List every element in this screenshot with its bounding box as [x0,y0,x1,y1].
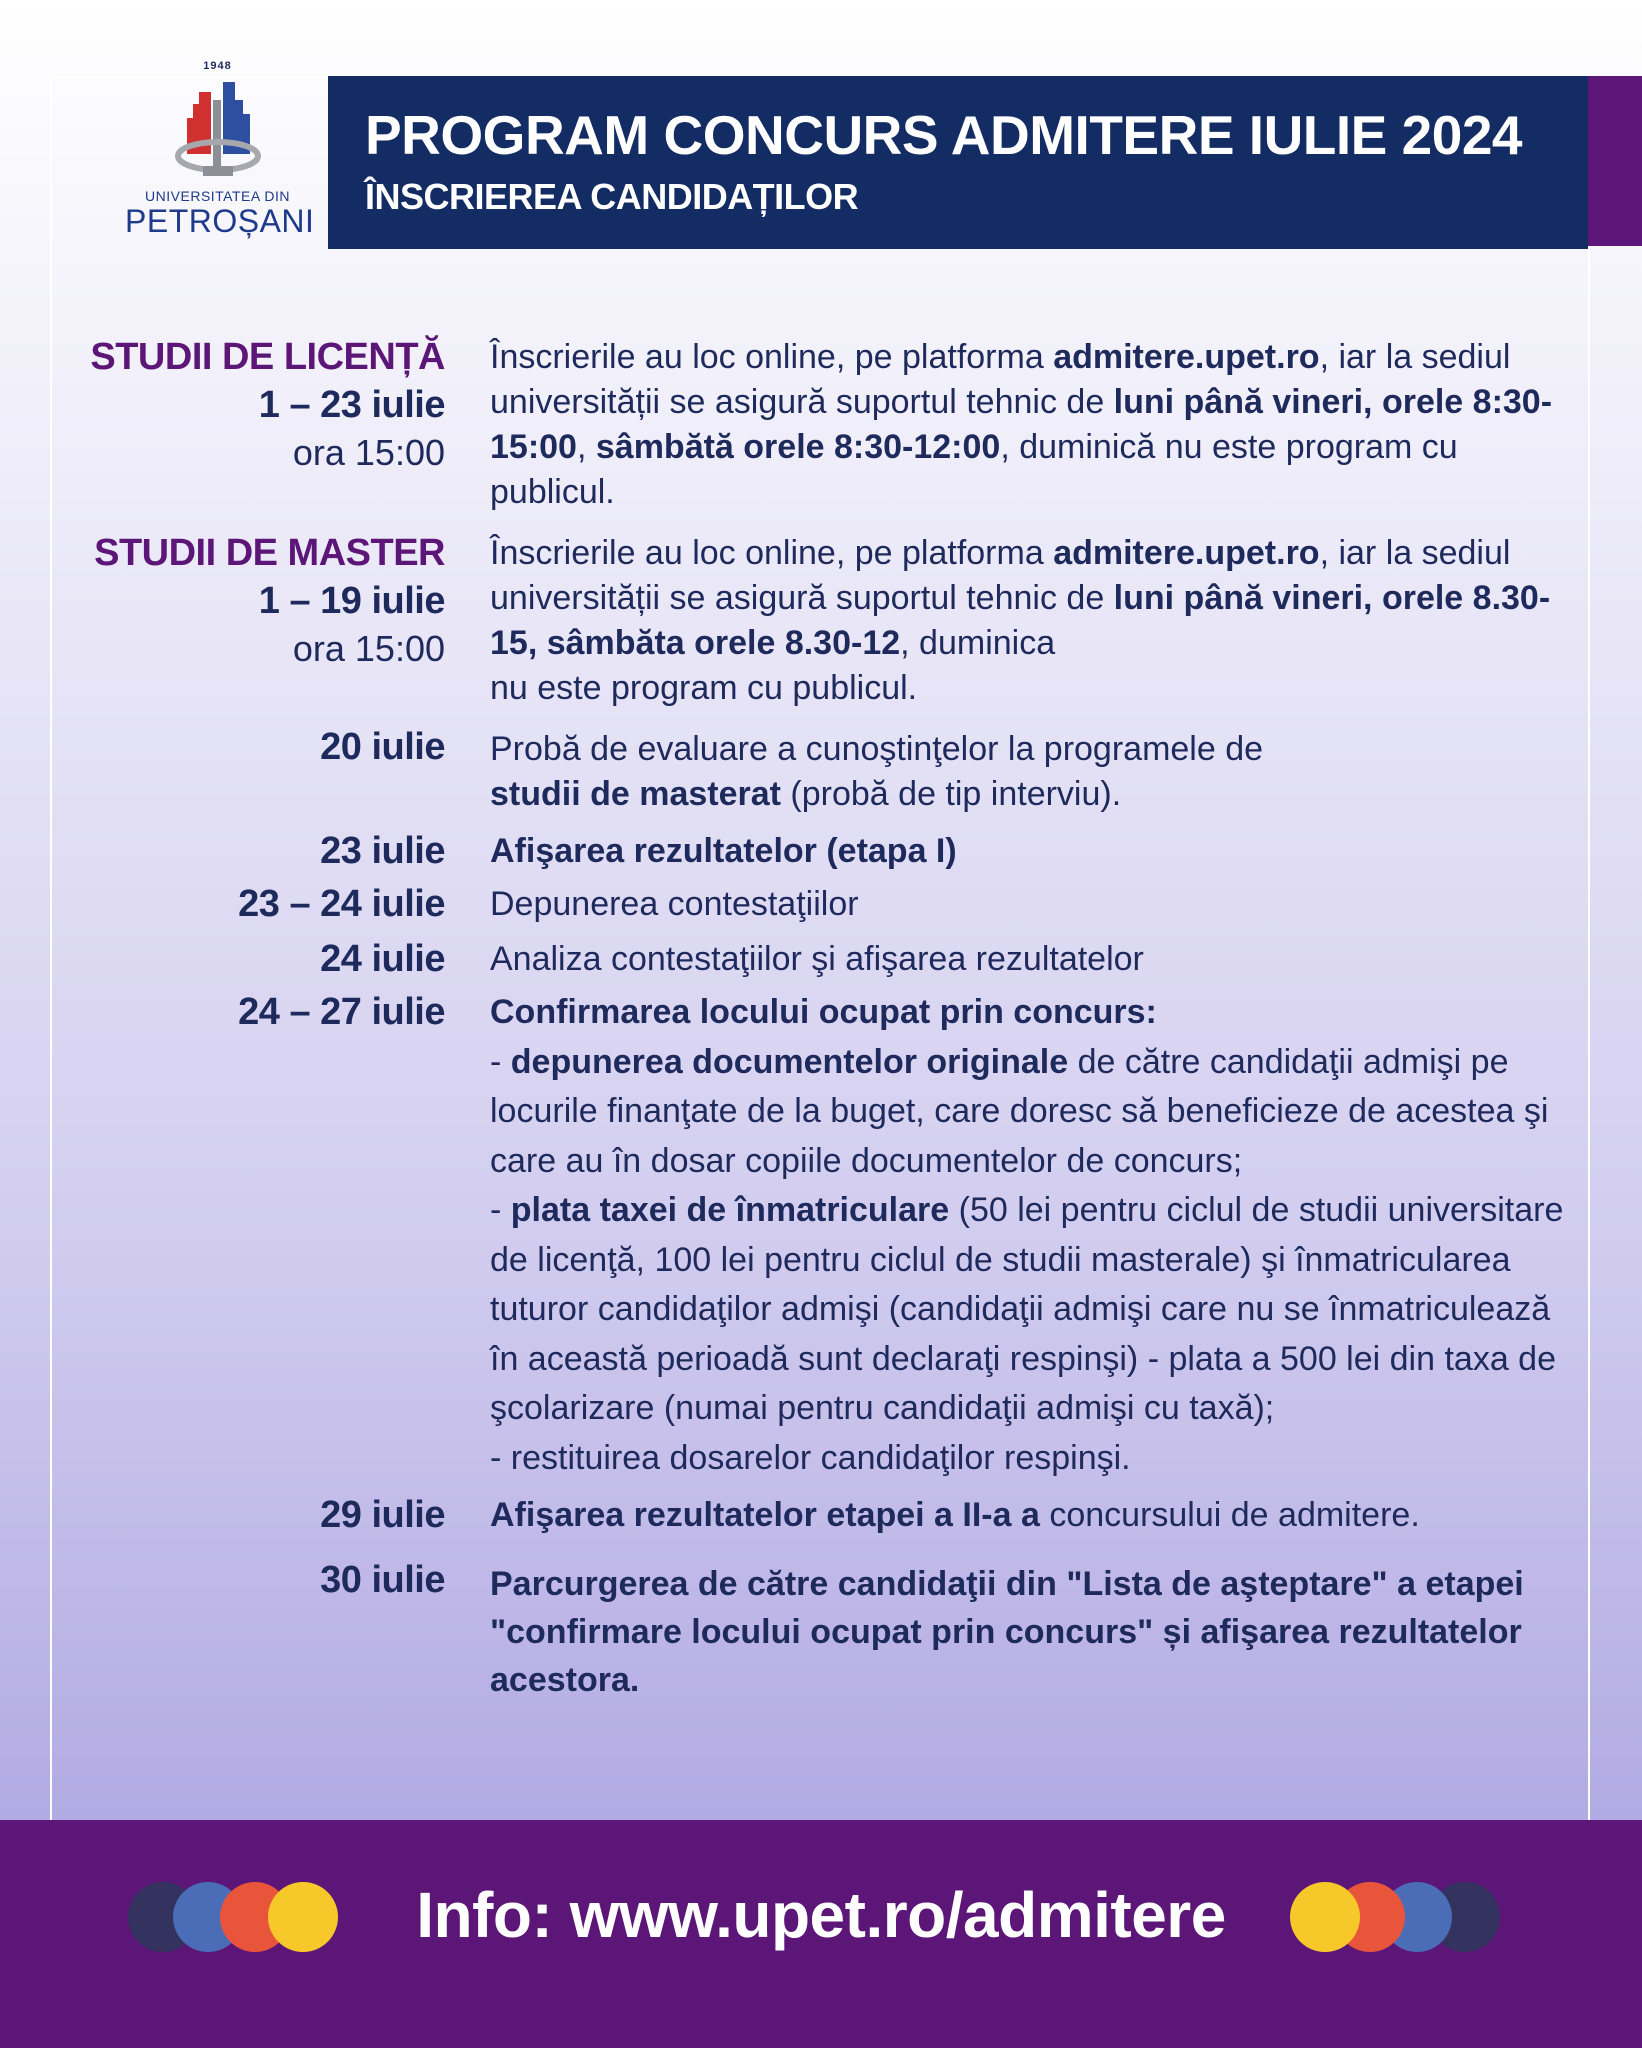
schedule-row-master [0,529,1642,711]
date-label: 24 – 27 iulie [238,991,445,1033]
desc-text: nu este program cu publicul. [490,669,918,707]
dot-yellow [1290,1882,1360,1952]
desc-text: concursului de admitere. [1039,1496,1420,1534]
desc-text: Înscrierile au loc online, pe platforma [490,338,1054,376]
row-description [490,333,1565,515]
row-label [320,723,445,771]
desc-text: (probă de tip interviu). [780,775,1122,813]
hour-label: ora 15:00 [292,628,445,669]
row-label [238,988,445,1036]
hour-label: ora 15:00 [292,432,445,473]
row-label [90,333,445,477]
row-label [238,880,445,928]
desc-text: (50 lei pentru ciclul de studii universitare de licenţă, 100 lei pentru ciclul de studii masterale) şi înmatricularea tuturor candidaţilor admişi (candidaţii admişi care nu se înmatriculează în această perioadă sunt declaraţi respinşi) - plata a 500 lei din taxa de şcolarizare (numai pentru candidaţii admişi cu taxă); [490,1191,1564,1427]
desc-text: de către candidaţii admişi pe locurile finanţate de la buget, care doresc să beneficieze de acestea şi care au în dosar copiile documentelor de concurs; [490,1042,1549,1180]
footer-info-link[interactable]: Info: www.upet.ro/admitere [416,1879,1226,1951]
desc-text: , duminica [900,624,1056,662]
desc-bold: studii de masterat [490,775,781,813]
desc-text: - restituirea dosarelor candidaţilor respinşi. [490,1438,1131,1477]
platform-link: admitere.upet.ro [1053,338,1320,376]
row-description [490,529,1565,711]
desc-dash: - [490,1191,511,1229]
row-label [320,827,445,875]
footer-bar [0,1820,1642,2048]
row-description [490,1556,1565,1704]
category-label: STUDII DE MASTER [94,532,445,574]
desc-text: , iar la sediul universității se asigură suportul tehnic de [490,534,1511,617]
schedule-row-analiza [0,935,1642,982]
desc-bold: luni până vineri, orele 8:30-15:00 [490,383,1553,466]
row-description [490,880,1565,927]
page-subtitle: ÎNSCRIEREA CANDIDAȚILOR [365,176,859,217]
desc-bold: Afişarea rezultatelor etapei a II-a a [490,1496,1040,1534]
row-description [490,988,1565,1483]
date-label: 24 iulie [320,938,445,980]
row-label [320,1491,445,1539]
desc-text: Probă de evaluare a cunoştinţelor la programele de [490,730,1264,768]
decorative-dots-right [1290,1882,1500,1954]
date-label: 20 iulie [320,726,445,768]
category-label: STUDII DE LICENȚĂ [90,336,445,378]
desc-bold: Parcurgerea de către candidaţii din "Lista de aşteptare" a etapei "confirmare locului ocupat prin concurs" și afişarea rezultatelor acestora. [490,1565,1524,1699]
header-accent [1588,76,1642,246]
schedule-row-contestatii [0,880,1642,927]
desc-dash: - [490,1042,511,1081]
row-description [490,723,1565,817]
desc-text: , duminică nu este program cu publicul. [490,428,1458,511]
row-description [490,1491,1565,1538]
date-label: 1 – 23 iulie [258,384,445,426]
row-description [490,827,1565,874]
desc-text: , iar la sediul universității se asigură suportul tehnic de [490,338,1511,421]
desc-text: Depunerea contestaţiilor [490,885,859,923]
row-description [490,935,1565,982]
schedule-row-proba [0,723,1642,817]
date-label: 29 iulie [320,1494,445,1536]
page-title: PROGRAM CONCURS ADMITERE IULIE 2024 [365,104,1522,166]
desc-bold: luni până vineri, orele 8.30-15, sâmbăta orele 8.30-12 [490,579,1551,662]
desc-text: Înscrierile au loc online, pe platforma [490,534,1054,572]
logo-text-line2: PETROȘANI [125,203,315,239]
desc-text: , [576,428,596,466]
date-label: 1 – 19 iulie [258,580,445,622]
header-banner [328,76,1588,249]
logo-text-line1: UNIVERSITATEA DIN [145,188,290,204]
desc-bold: Afişarea rezultatelor (etapa I) [490,832,957,870]
date-label: 23 iulie [320,830,445,872]
desc-bold: depunerea documentelor originale [510,1042,1069,1081]
schedule-list [0,333,1642,1704]
schedule-row-asteptare [0,1556,1642,1704]
row-label [94,529,445,673]
university-logo [125,60,315,260]
date-label: 30 iulie [320,1559,445,1601]
row-label [320,935,445,983]
date-label: 23 – 24 iulie [238,883,445,925]
schedule-row-confirmare [0,988,1642,1483]
logo-emblem-icon [173,74,263,184]
row-label [320,1556,445,1604]
schedule-row-afisare2 [0,1491,1642,1538]
logo-year: 1948 [203,60,232,72]
schedule-row-licenta [0,333,1642,515]
desc-bold: plata taxei de înmatriculare [510,1191,950,1229]
desc-heading: Confirmarea locului ocupat prin concurs: [490,993,1157,1031]
platform-link: admitere.upet.ro [1053,534,1320,572]
desc-bold: sâmbătă orele 8:30-12:00 [595,428,1001,466]
schedule-row-afisare1 [0,827,1642,874]
desc-text: Analiza contestaţiilor şi afişarea rezultatelor [490,940,1144,978]
